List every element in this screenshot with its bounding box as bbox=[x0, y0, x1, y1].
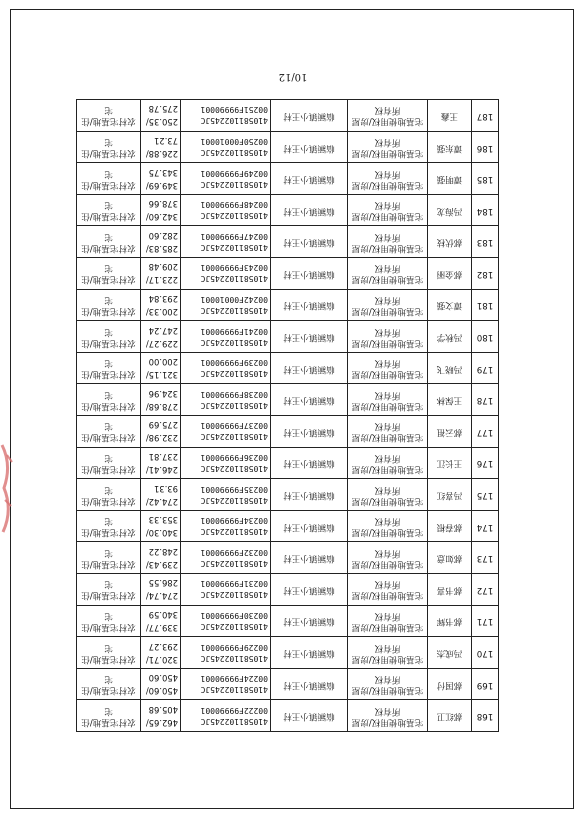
location: 临颍镇小王村 bbox=[271, 163, 348, 195]
unit-code bbox=[181, 479, 271, 511]
area-value-line1: 250.35/ bbox=[145, 117, 178, 128]
table-row bbox=[77, 510, 499, 542]
area-value-line1: 285.83/ bbox=[145, 243, 178, 254]
unit-code bbox=[181, 321, 271, 353]
table-row bbox=[77, 258, 499, 290]
row-number: 185 bbox=[472, 163, 499, 195]
unit-code bbox=[181, 447, 271, 479]
unit-code-line2: 00249F99990001 bbox=[200, 168, 268, 178]
row-number: 187 bbox=[472, 100, 499, 132]
unit-code-line2: 00238F99990001 bbox=[200, 389, 268, 399]
area-value-line2: 247.24 bbox=[148, 325, 178, 336]
table-row bbox=[77, 447, 499, 479]
owner-name: 郝书辉 bbox=[428, 605, 472, 637]
unit-code-line1: 410581102245JC bbox=[200, 621, 268, 631]
unit-code bbox=[181, 289, 271, 321]
area-value bbox=[141, 258, 181, 290]
land-use: 农村宅基地/住宅 bbox=[77, 605, 141, 637]
area-value bbox=[141, 131, 181, 163]
land-use: 农村宅基地/住宅 bbox=[77, 700, 141, 732]
area-value-line1: 200.33/ bbox=[145, 306, 178, 317]
table-row bbox=[77, 416, 499, 448]
right-type: 宅基地使用权/房屋所有权 bbox=[348, 289, 428, 321]
unit-code-line1: 410581102245JC bbox=[200, 685, 268, 695]
unit-code-line2: 00231F99990001 bbox=[200, 579, 268, 589]
owner-name: 郝春根 bbox=[428, 510, 472, 542]
area-value-line1: 274.74/ bbox=[145, 591, 178, 602]
table-row bbox=[77, 131, 499, 163]
location: 临颍镇小王村 bbox=[271, 668, 348, 700]
area-value-line2: 275.78 bbox=[148, 104, 178, 115]
right-type: 宅基地使用权/房屋所有权 bbox=[348, 637, 428, 669]
unit-code-line2: 00235F99990001 bbox=[200, 484, 268, 494]
area-value-line2: 93.31 bbox=[154, 483, 178, 494]
right-type: 宅基地使用权/房屋所有权 bbox=[348, 163, 428, 195]
row-number: 171 bbox=[472, 605, 499, 637]
unit-code bbox=[181, 100, 271, 132]
unit-code bbox=[181, 131, 271, 163]
area-value-line1: 339.77/ bbox=[145, 622, 178, 633]
area-value bbox=[141, 542, 181, 574]
area-value-line2: 286.55 bbox=[148, 578, 178, 589]
owner-name: 冯秋学 bbox=[428, 321, 472, 353]
unit-code-line1: 410581102245JC bbox=[200, 400, 268, 410]
unit-code bbox=[181, 542, 271, 574]
area-value-line2: 353.33 bbox=[148, 515, 178, 526]
unit-code-line2: 00250F00010001 bbox=[200, 137, 268, 147]
row-number: 170 bbox=[472, 637, 499, 669]
land-use: 农村宅基地/住宅 bbox=[77, 510, 141, 542]
owner-name: 郝云祖 bbox=[428, 416, 472, 448]
area-value-line1: 226.88/ bbox=[145, 149, 178, 160]
unit-code bbox=[181, 605, 271, 637]
unit-code bbox=[181, 384, 271, 416]
location: 临颍镇小王村 bbox=[271, 700, 348, 732]
location: 临颍镇小王村 bbox=[271, 226, 348, 258]
unit-code-line2: 00234F99990001 bbox=[200, 516, 268, 526]
unit-code-line1: 410581102245JC bbox=[200, 495, 268, 505]
table-row bbox=[77, 479, 499, 511]
land-use: 农村宅基地/住宅 bbox=[77, 163, 141, 195]
right-type: 宅基地使用权/房屋所有权 bbox=[348, 700, 428, 732]
owner-name: 王鑫 bbox=[428, 100, 472, 132]
table-row bbox=[77, 100, 499, 132]
location: 临颍镇小王村 bbox=[271, 100, 348, 132]
location: 临颍镇小王村 bbox=[271, 447, 348, 479]
area-value-line2: 378.66 bbox=[148, 199, 178, 210]
area-value bbox=[141, 700, 181, 732]
table-row bbox=[77, 542, 499, 574]
owner-name: 郝红卫 bbox=[428, 700, 472, 732]
row-number: 168 bbox=[472, 700, 499, 732]
area-value-line2: 405.68 bbox=[148, 704, 178, 715]
area-value-line1: 239.43/ bbox=[145, 559, 178, 570]
area-value-line1: 229.27/ bbox=[145, 338, 178, 349]
area-value-line1: 349.69/ bbox=[145, 180, 178, 191]
table-row bbox=[77, 668, 499, 700]
owner-name: 郝国付 bbox=[428, 668, 472, 700]
unit-code-line2: 00232F99990001 bbox=[200, 547, 268, 557]
location: 临颍镇小王村 bbox=[271, 131, 348, 163]
unit-code bbox=[181, 194, 271, 226]
area-value bbox=[141, 289, 181, 321]
location: 临颍镇小王村 bbox=[271, 321, 348, 353]
table-row bbox=[77, 637, 499, 669]
right-type: 宅基地使用权/房屋所有权 bbox=[348, 542, 428, 574]
row-number: 176 bbox=[472, 447, 499, 479]
land-use: 农村宅基地/住宅 bbox=[77, 384, 141, 416]
location: 临颍镇小王村 bbox=[271, 574, 348, 606]
row-number: 174 bbox=[472, 510, 499, 542]
unit-code-line2: 00247F99990001 bbox=[200, 231, 268, 241]
area-value-line1: 232.98/ bbox=[145, 433, 178, 444]
unit-code bbox=[181, 574, 271, 606]
right-type: 宅基地使用权/房屋所有权 bbox=[348, 226, 428, 258]
area-value bbox=[141, 321, 181, 353]
unit-code bbox=[181, 700, 271, 732]
row-number: 169 bbox=[472, 668, 499, 700]
table-row bbox=[77, 226, 499, 258]
land-use: 农村宅基地/住宅 bbox=[77, 258, 141, 290]
row-number: 184 bbox=[472, 194, 499, 226]
land-use: 农村宅基地/住宅 bbox=[77, 542, 141, 574]
row-number: 172 bbox=[472, 574, 499, 606]
owner-name: 郝金丽 bbox=[428, 258, 472, 290]
row-number: 177 bbox=[472, 416, 499, 448]
location: 临颍镇小王村 bbox=[271, 416, 348, 448]
land-use: 农村宅基地/住宅 bbox=[77, 416, 141, 448]
table-row bbox=[77, 700, 499, 732]
table-row bbox=[77, 352, 499, 384]
right-type: 宅基地使用权/房屋所有权 bbox=[348, 258, 428, 290]
unit-code-line1: 410581102245JC bbox=[200, 242, 268, 252]
right-type: 宅基地使用权/房屋所有权 bbox=[348, 510, 428, 542]
land-use: 农村宅基地/住宅 bbox=[77, 100, 141, 132]
area-value bbox=[141, 194, 181, 226]
area-value bbox=[141, 226, 181, 258]
area-value-line1: 340.30/ bbox=[145, 528, 178, 539]
unit-code bbox=[181, 416, 271, 448]
unit-code-line1: 410581102245JC bbox=[200, 590, 268, 600]
area-value-line2: 209.48 bbox=[148, 262, 178, 273]
unit-code-line1: 410581102245JC bbox=[200, 337, 268, 347]
location: 临颍镇小王村 bbox=[271, 258, 348, 290]
table-row bbox=[77, 321, 499, 353]
location: 临颍镇小王村 bbox=[271, 384, 348, 416]
table-row bbox=[77, 605, 499, 637]
row-number: 182 bbox=[472, 258, 499, 290]
right-type: 宅基地使用权/房屋所有权 bbox=[348, 668, 428, 700]
unit-code-line2: 00251F99990001 bbox=[200, 105, 268, 115]
area-value-line1: 342.60/ bbox=[145, 212, 178, 223]
right-type: 宅基地使用权/房屋所有权 bbox=[348, 447, 428, 479]
land-use: 农村宅基地/住宅 bbox=[77, 352, 141, 384]
right-type: 宅基地使用权/房屋所有权 bbox=[348, 605, 428, 637]
unit-code bbox=[181, 668, 271, 700]
owner-name: 谭东强 bbox=[428, 131, 472, 163]
unit-code bbox=[181, 226, 271, 258]
row-number: 179 bbox=[472, 352, 499, 384]
location: 临颍镇小王村 bbox=[271, 542, 348, 574]
unit-code-line2: 00236F99990001 bbox=[200, 452, 268, 462]
unit-code-line2: 00230F99990001 bbox=[200, 610, 268, 620]
area-value bbox=[141, 100, 181, 132]
right-type: 宅基地使用权/房屋所有权 bbox=[348, 100, 428, 132]
unit-code-line2: 00222F99990001 bbox=[200, 705, 268, 715]
row-number: 186 bbox=[472, 131, 499, 163]
owner-name: 郝伏枝 bbox=[428, 226, 472, 258]
location: 临颍镇小王村 bbox=[271, 605, 348, 637]
row-number: 183 bbox=[472, 226, 499, 258]
unit-code bbox=[181, 258, 271, 290]
area-value bbox=[141, 574, 181, 606]
area-value-line1: 320.71/ bbox=[145, 654, 178, 665]
owner-name: 郝书喜 bbox=[428, 574, 472, 606]
right-type: 宅基地使用权/房屋所有权 bbox=[348, 384, 428, 416]
land-use: 农村宅基地/住宅 bbox=[77, 637, 141, 669]
row-number: 180 bbox=[472, 321, 499, 353]
land-use: 农村宅基地/住宅 bbox=[77, 479, 141, 511]
location: 临颍镇小王村 bbox=[271, 479, 348, 511]
location: 临颍镇小王村 bbox=[271, 352, 348, 384]
unit-code-line2: 00224F99990001 bbox=[200, 674, 268, 684]
area-value-line2: 73.21 bbox=[154, 136, 178, 147]
unit-code-line2: 00239F99990001 bbox=[200, 358, 268, 368]
right-type: 宅基地使用权/房屋所有权 bbox=[348, 352, 428, 384]
table-row bbox=[77, 163, 499, 195]
unit-code-line2: 00241F99990001 bbox=[200, 326, 268, 336]
unit-code-line1: 410581102245JC bbox=[200, 116, 268, 126]
area-value-line2: 450.60 bbox=[148, 673, 178, 684]
location: 临颍镇小王村 bbox=[271, 194, 348, 226]
owner-name: 郝如意 bbox=[428, 542, 472, 574]
unit-code-line1: 410581102245JC bbox=[200, 274, 268, 284]
land-use: 农村宅基地/住宅 bbox=[77, 289, 141, 321]
location: 临颍镇小王村 bbox=[271, 289, 348, 321]
unit-code-line1: 410581102245JC bbox=[200, 369, 268, 379]
unit-code-line2: 00243F99990001 bbox=[200, 263, 268, 273]
area-value-line2: 200.00 bbox=[148, 357, 178, 368]
land-use: 农村宅基地/住宅 bbox=[77, 447, 141, 479]
location: 临颍镇小王村 bbox=[271, 510, 348, 542]
land-use: 农村宅基地/住宅 bbox=[77, 194, 141, 226]
property-registration-table bbox=[76, 99, 499, 732]
area-value-line1: 223.17/ bbox=[145, 275, 178, 286]
area-value bbox=[141, 352, 181, 384]
area-value bbox=[141, 637, 181, 669]
area-value-line2: 248.22 bbox=[148, 546, 178, 557]
right-type: 宅基地使用权/房屋所有权 bbox=[348, 479, 428, 511]
area-value-line1: 246.41/ bbox=[145, 464, 178, 475]
owner-name: 谭文强 bbox=[428, 289, 472, 321]
owner-name: 王长江 bbox=[428, 447, 472, 479]
unit-code-line1: 410581102245JC bbox=[200, 463, 268, 473]
area-value-line2: 340.59 bbox=[148, 609, 178, 620]
area-value-line1: 274.42/ bbox=[145, 496, 178, 507]
unit-code bbox=[181, 510, 271, 542]
owner-name: 冯成杰 bbox=[428, 637, 472, 669]
unit-code bbox=[181, 637, 271, 669]
unit-code-line2: 00242F00010001 bbox=[200, 294, 268, 304]
area-value-line2: 343.75 bbox=[148, 167, 178, 178]
land-use: 农村宅基地/住宅 bbox=[77, 321, 141, 353]
land-use: 农村宅基地/住宅 bbox=[77, 574, 141, 606]
land-use: 农村宅基地/住宅 bbox=[77, 226, 141, 258]
right-type: 宅基地使用权/房屋所有权 bbox=[348, 574, 428, 606]
area-value bbox=[141, 479, 181, 511]
area-value bbox=[141, 668, 181, 700]
location: 临颍镇小王村 bbox=[271, 637, 348, 669]
unit-code-line1: 410581102245JC bbox=[200, 653, 268, 663]
owner-name: 冯喜红 bbox=[428, 479, 472, 511]
row-number: 178 bbox=[472, 384, 499, 416]
unit-code-line2: 00229F99990001 bbox=[200, 642, 268, 652]
row-number: 175 bbox=[472, 479, 499, 511]
row-number: 173 bbox=[472, 542, 499, 574]
area-value-line2: 275.69 bbox=[148, 420, 178, 431]
area-value bbox=[141, 605, 181, 637]
unit-code-line1: 410581102245JC bbox=[200, 432, 268, 442]
area-value-line1: 462.65/ bbox=[145, 717, 178, 728]
right-type: 宅基地使用权/房屋所有权 bbox=[348, 131, 428, 163]
area-value bbox=[141, 416, 181, 448]
unit-code-line1: 410581102245JC bbox=[200, 305, 268, 315]
unit-code bbox=[181, 163, 271, 195]
land-use: 农村宅基地/住宅 bbox=[77, 668, 141, 700]
area-value-line2: 282.60 bbox=[148, 230, 178, 241]
unit-code-line2: 00248F99990001 bbox=[200, 200, 268, 210]
area-value-line1: 278.68/ bbox=[145, 401, 178, 412]
area-value-line2: 324.96 bbox=[148, 388, 178, 399]
row-number: 181 bbox=[472, 289, 499, 321]
table-row bbox=[77, 384, 499, 416]
area-value-line2: 293.27 bbox=[148, 641, 178, 652]
unit-code-line1: 410581102245JC bbox=[200, 211, 268, 221]
area-value-line1: 450.60/ bbox=[145, 686, 178, 697]
area-value bbox=[141, 384, 181, 416]
unit-code-line1: 410581102245JC bbox=[200, 179, 268, 189]
table-row bbox=[77, 574, 499, 606]
unit-code-line1: 410581102245JC bbox=[200, 527, 268, 537]
unit-code bbox=[181, 352, 271, 384]
area-value-line1: 321.15/ bbox=[145, 370, 178, 381]
right-type: 宅基地使用权/房屋所有权 bbox=[348, 321, 428, 353]
owner-name: 冯海龙 bbox=[428, 194, 472, 226]
owner-name: 冯晓飞 bbox=[428, 352, 472, 384]
unit-code-line1: 410581102245JC bbox=[200, 716, 268, 726]
area-value bbox=[141, 163, 181, 195]
unit-code-line2: 00237F99990001 bbox=[200, 421, 268, 431]
area-value-line2: 293.84 bbox=[148, 293, 178, 304]
area-value bbox=[141, 510, 181, 542]
right-type: 宅基地使用权/房屋所有权 bbox=[348, 194, 428, 226]
page-number: 10/12 bbox=[278, 71, 308, 82]
table-row bbox=[77, 289, 499, 321]
land-use: 农村宅基地/住宅 bbox=[77, 131, 141, 163]
unit-code-line1: 410581102245JC bbox=[200, 148, 268, 158]
owner-name: 谭明强 bbox=[428, 163, 472, 195]
owner-name: 王保林 bbox=[428, 384, 472, 416]
table-row bbox=[77, 194, 499, 226]
right-type: 宅基地使用权/房屋所有权 bbox=[348, 416, 428, 448]
area-value bbox=[141, 447, 181, 479]
unit-code-line1: 410581102245JC bbox=[200, 558, 268, 568]
area-value-line2: 237.81 bbox=[148, 451, 178, 462]
